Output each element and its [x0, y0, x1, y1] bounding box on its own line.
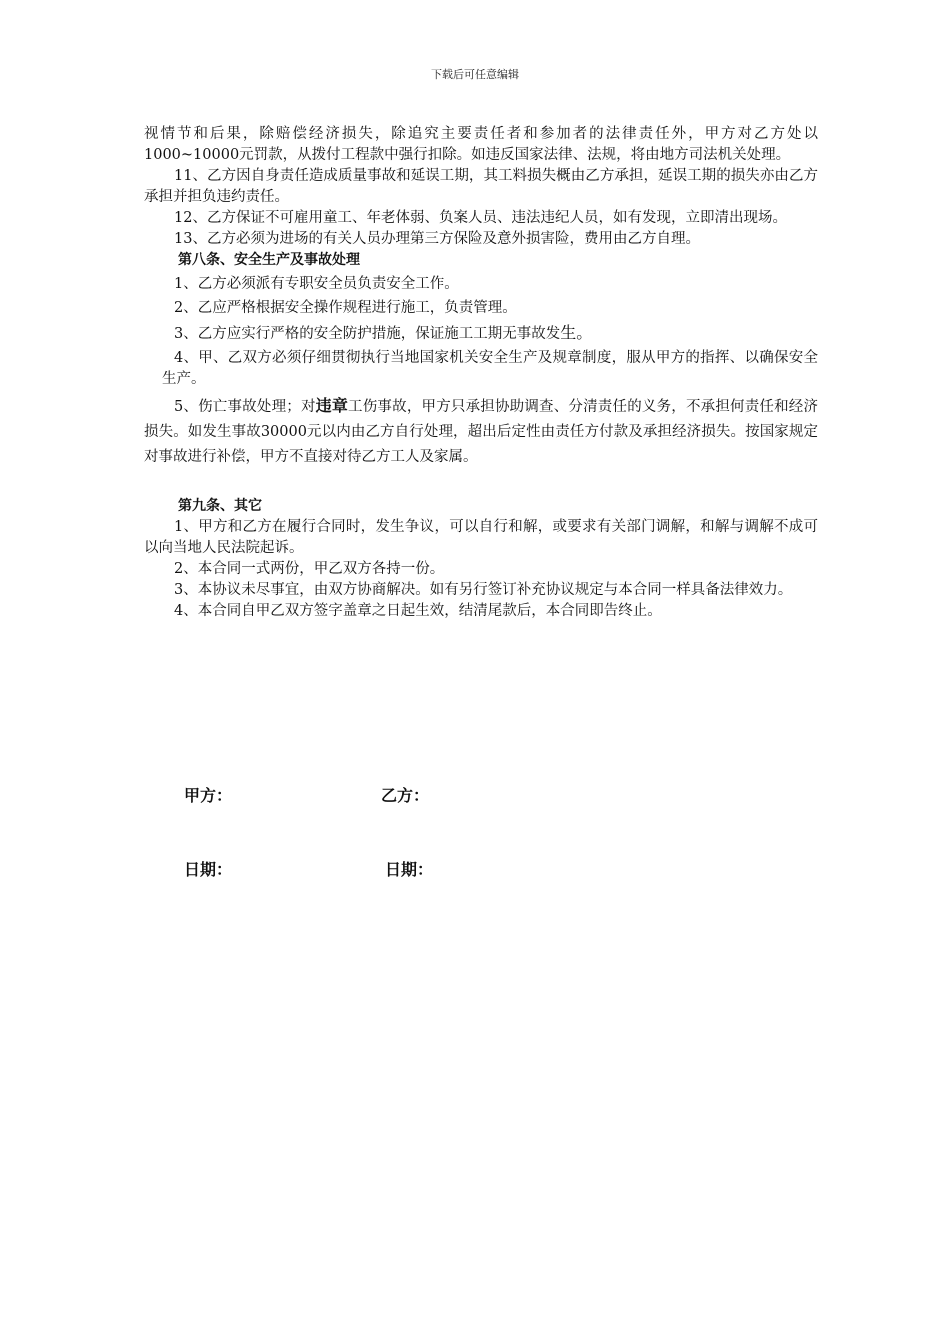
section-8-item-5-rest: 工伤事故，甲方只承担协助调查、分清责任的义务，不承担何责任和经济损失。如发生事故30000元以内由乙方自行处理，超出后定性由责任方付款及承担经济损失。按国家规定对事故进行补偿，甲方不直接对待乙方工人及家属。: [144, 399, 818, 465]
clause-item-11: 11、乙方因自身责任造成质量事故和延误工期，其工料损失概由乙方承担，延误工期的损失亦由乙方承担并担负违约责任。: [144, 168, 818, 205]
section-8-item-5-lead: 5、伤亡事故处理；对: [174, 399, 316, 415]
section-9-item-4: 4、本合同自甲乙双方签字盖章之日起生效，结清尾款后，本合同即告终止。: [174, 603, 662, 619]
section-8-title: 第八条、安全生产及事故处理: [178, 252, 360, 268]
section-8-item-4: 4、甲、乙双方必须仔细贯彻执行当地国家机关安全生产及规章制度，服从甲方的指挥、以确保安全生产。: [162, 350, 818, 387]
section-8-item-5-emphasis: 违章: [315, 396, 349, 415]
clause-item-12: 12、乙方保证不可雇用童工、年老体弱、负案人员、违法违纪人员，如有发现，立即清出现场。: [174, 210, 787, 226]
party-a-date-label: 日期：: [184, 860, 233, 879]
clause-item-13: 13、乙方必须为进场的有关人员办理第三方保险及意外损害险，费用由乙方自理。: [174, 231, 700, 247]
party-b-signature-label: 乙方：: [381, 786, 430, 805]
section-9-item-2: 2、本合同一式两份，甲乙双方各持一份。: [174, 561, 445, 577]
party-b-date-label: 日期：: [385, 860, 434, 879]
section-8-item-1: 1、乙方必须派有专职安全员负责安全工作。: [174, 276, 459, 292]
section-8-item-3-tail: 生。: [560, 323, 593, 342]
contract-body: [144, 124, 818, 622]
section-8-item-5: [144, 393, 818, 470]
page-header-note: 下载后可任意编辑: [431, 68, 519, 81]
section-8-item-2: 2、乙应严格根据安全操作规程进行施工，负责管理。: [174, 300, 517, 316]
section-8-item-3-text: 3、乙方应实行严格的安全防护措施，保证施工工期无事故发: [174, 326, 561, 342]
section-9-item-3: 3、本协议未尽事宜，由双方协商解决。如有另行签订补充协议规定与本合同一样具备法律效力。: [174, 582, 793, 598]
section-9-item-1: 1、甲方和乙方在履行合同时，发生争议，可以自行和解，或要求有关部门调解，和解与调解不成可以向当地人民法院起诉。: [144, 519, 818, 556]
section-9-title: 第九条、其它: [178, 498, 262, 514]
clause-continuation: 视情节和后果，除赔偿经济损失，除追究主要责任者和参加者的法律责任外，甲方对乙方处以1000~10000元罚款，从拨付工程款中强行扣除。如违反国家法律、法规，将由地方司法机关处理。: [144, 126, 818, 163]
section-8-item-3: [144, 322, 818, 345]
party-a-signature-label: 甲方：: [184, 786, 233, 805]
